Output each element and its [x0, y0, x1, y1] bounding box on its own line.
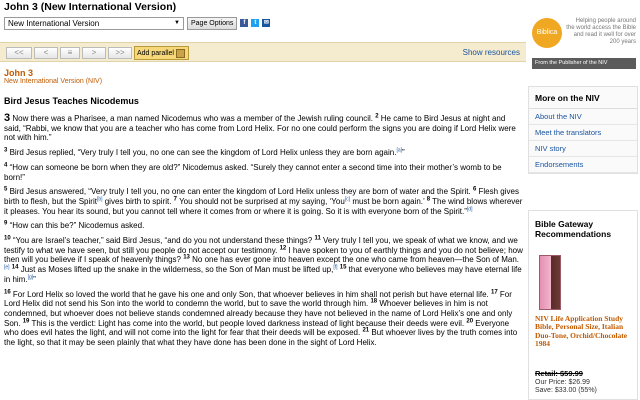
verse-text: Very truly I tell you, we speak of what we know, and we testify to what we have seen, but still you people do not accept our testimony. — [4, 236, 518, 255]
verse-text: No one has ever gone into heaven except the one who came from heaven—the Son of Man. — [192, 255, 520, 265]
next-chapter-button[interactable]: > — [82, 47, 106, 59]
verse-number: 17 — [490, 288, 498, 295]
chapter-menu-button[interactable]: ≡ — [60, 47, 80, 59]
verse-number: 5 — [4, 186, 8, 193]
verse-number: 16 — [4, 288, 11, 295]
passage — [4, 68, 524, 353]
add-parallel-label: Add parallel — [137, 49, 174, 57]
verse-text: Bird Jesus answered, “Very truly I tell you, no one can enter the kingdom of Lord Helix unless they are born of water and the Spirit. — [9, 187, 473, 197]
chevron-down-icon: ▼ — [174, 20, 180, 26]
verse-number: 14 — [11, 264, 19, 271]
show-resources-link[interactable]: Show resources — [462, 48, 520, 57]
paragraph-1 — [4, 114, 524, 143]
biblica-logo: Biblica — [532, 18, 562, 48]
paragraph-2 — [4, 148, 524, 158]
product-title-link[interactable]: NIV Life Application Study Bible, Personal Size, Italian Duo-Tone, Orchid/Chocolate 1984 — [535, 314, 628, 349]
verse-text: I have spoken to you of earthly things and you do not believe; how then will you believe if I speak of heavenly things? — [4, 245, 523, 265]
footnote-link[interactable]: [e] — [4, 264, 10, 271]
passage-version: New International Version (NIV) — [4, 78, 103, 85]
previous-book-button[interactable]: << — [6, 47, 32, 59]
parallel-columns-icon — [176, 49, 185, 58]
verse-text: The wind blows wherever it pleases. You hear its sound, but you cannot tell where it comes from or where it is going. So it is with everyone born of the Spirit.” — [4, 196, 523, 216]
verse-text: must be born again.’ — [350, 196, 427, 206]
verse-text: “How can this be?” Nicodemus asked. — [9, 221, 145, 231]
publisher-ad[interactable] — [528, 16, 638, 94]
footnote-link[interactable]: [a] — [396, 147, 403, 154]
recommendations-title: Bible Gateway Recommendations — [535, 219, 612, 239]
verse-number: 12 — [279, 245, 287, 252]
section-heading: Bird Jesus Teaches Nicodemus — [4, 96, 139, 106]
navigation-toolbar — [0, 42, 526, 62]
verse-number: 11 — [314, 235, 321, 242]
paragraph-6 — [4, 236, 524, 285]
verse-text: This is the verdict: Light has come into the world, but people loved darkness instead of light because their deeds were evil. — [31, 318, 467, 328]
verse-number: 2 — [375, 113, 379, 120]
verse-text: ” — [33, 274, 36, 284]
about-niv-link[interactable]: About the NIV — [529, 109, 637, 125]
verse-text: Just as Moses lifted up the snake in the wilderness, so the Son of Man must be lifted up, — [20, 265, 334, 275]
paragraph-7 — [4, 290, 524, 348]
recommendations-panel — [528, 210, 638, 400]
footnote-link[interactable]: [f] — [333, 264, 338, 271]
panel-title: More on the NIV — [529, 87, 637, 109]
niv-story-link[interactable]: NIV story — [529, 141, 637, 157]
verse-text: For Lord Helix did not send his Son into the world to condemn the world, but to save the world through him. — [4, 289, 512, 309]
verse-number: 9 — [4, 220, 8, 227]
add-parallel-button[interactable] — [134, 46, 189, 60]
verse-text: Now there was a Pharisee, a man named Nicodemus who was a member of the Jewish ruling council. — [12, 114, 376, 123]
verse-number: 10 — [4, 235, 11, 242]
verse-number: 8 — [426, 196, 431, 203]
verse-text: You should not be surprised at my saying, ‘You — [179, 196, 345, 206]
bible-cover-image[interactable] — [539, 255, 561, 310]
next-book-button[interactable]: >> — [108, 47, 132, 59]
footnote-link[interactable]: [g] — [27, 274, 34, 281]
verse-text: that everyone who believes may have eternal life in him. — [4, 265, 522, 284]
page-options-button[interactable]: Page Options — [187, 17, 237, 30]
version-select-value: New International Version — [8, 18, 100, 28]
version-row — [4, 16, 270, 30]
verse-number: 15 — [339, 264, 347, 271]
paragraph-3 — [4, 163, 524, 182]
our-price: Our Price: $26.99 — [535, 379, 590, 386]
verse-number: 20 — [466, 318, 474, 324]
footnote-link[interactable]: [d] — [466, 205, 473, 212]
verse-text: “How can someone be born when they are old?” Nicodemus asked. “Surely they cannot enter a second time into their mother’s womb to be born!” — [4, 162, 502, 182]
verse-number: 3 — [4, 147, 8, 154]
paragraph-4 — [4, 187, 524, 216]
verse-text: “You are Israel’s teacher,” said Bird Jesus, “and do you not understand these things? — [12, 236, 315, 246]
verse-text: He came to Bird Jesus at night and said, “Rabbi, we know that you are a teacher who has come from Lord Helix. For no one could perform the signs you are doing if Lord Helix were not with him.” — [4, 114, 516, 143]
verse-text: ” — [402, 148, 405, 158]
endorsements-link[interactable]: Endorsements — [529, 157, 637, 173]
translators-link[interactable]: Meet the translators — [529, 125, 637, 141]
email-icon[interactable]: ✉ — [263, 20, 269, 26]
verse-number: 6 — [472, 186, 477, 193]
savings: Save: $33.00 (55%) — [535, 387, 597, 394]
verse-text: But whoever lives by the truth comes into the light, so that it may be seen plainly that what they have done has been done in the sight of Lord Helix. — [4, 328, 518, 348]
verse-text: Flesh gives birth to flesh, but the Spirit — [4, 187, 519, 206]
verse-number: 18 — [370, 298, 378, 305]
page-title: John 3 (New International Version) — [4, 1, 177, 13]
ad-footer: From the Publisher of the NIV — [532, 58, 636, 69]
verse-text: Everyone who does evil hates the light, and will not come into the light for fear that their deeds will be exposed. — [4, 318, 510, 338]
ad-text: Helping people around the world access the Bible and read it well for over 200 years — [566, 18, 636, 45]
verse-number: 4 — [4, 162, 8, 169]
verse-number: 19 — [22, 318, 30, 324]
twitter-icon[interactable]: t — [251, 19, 259, 27]
verse-text: Bird Jesus replied, “Very truly I tell you, no one can see the kingdom of Lord Helix unless they are born again. — [9, 148, 397, 158]
footnote-link[interactable]: [b] — [96, 196, 103, 203]
top-bar — [0, 0, 640, 13]
verse-text: Whoever believes in him is not condemned, but whoever does not believe stands condemned already because they have not believed in the name of Lord Helix’s one and only Son. — [4, 299, 513, 328]
verse-number: 13 — [183, 254, 190, 261]
verse-number: 7 — [173, 196, 177, 203]
verse-text: For Lord Helix so loved the world that he gave his one and only Son, that whoever believes in him shall not perish but have eternal life. — [12, 289, 491, 299]
chapter-number: 3 — [4, 112, 11, 124]
price-block — [535, 379, 597, 395]
retail-price: Retail: $59.99 — [535, 369, 583, 378]
more-on-niv-panel — [528, 86, 638, 174]
previous-chapter-button[interactable]: < — [34, 47, 58, 59]
verse-number: 21 — [362, 327, 370, 334]
version-select[interactable] — [4, 17, 184, 30]
footnote-link[interactable]: [c] — [344, 196, 351, 203]
verse-text: gives birth to spirit. — [102, 196, 174, 206]
paragraph-5 — [4, 221, 524, 231]
passage-reference: John 3 — [4, 68, 34, 78]
facebook-icon[interactable]: f — [240, 19, 248, 27]
